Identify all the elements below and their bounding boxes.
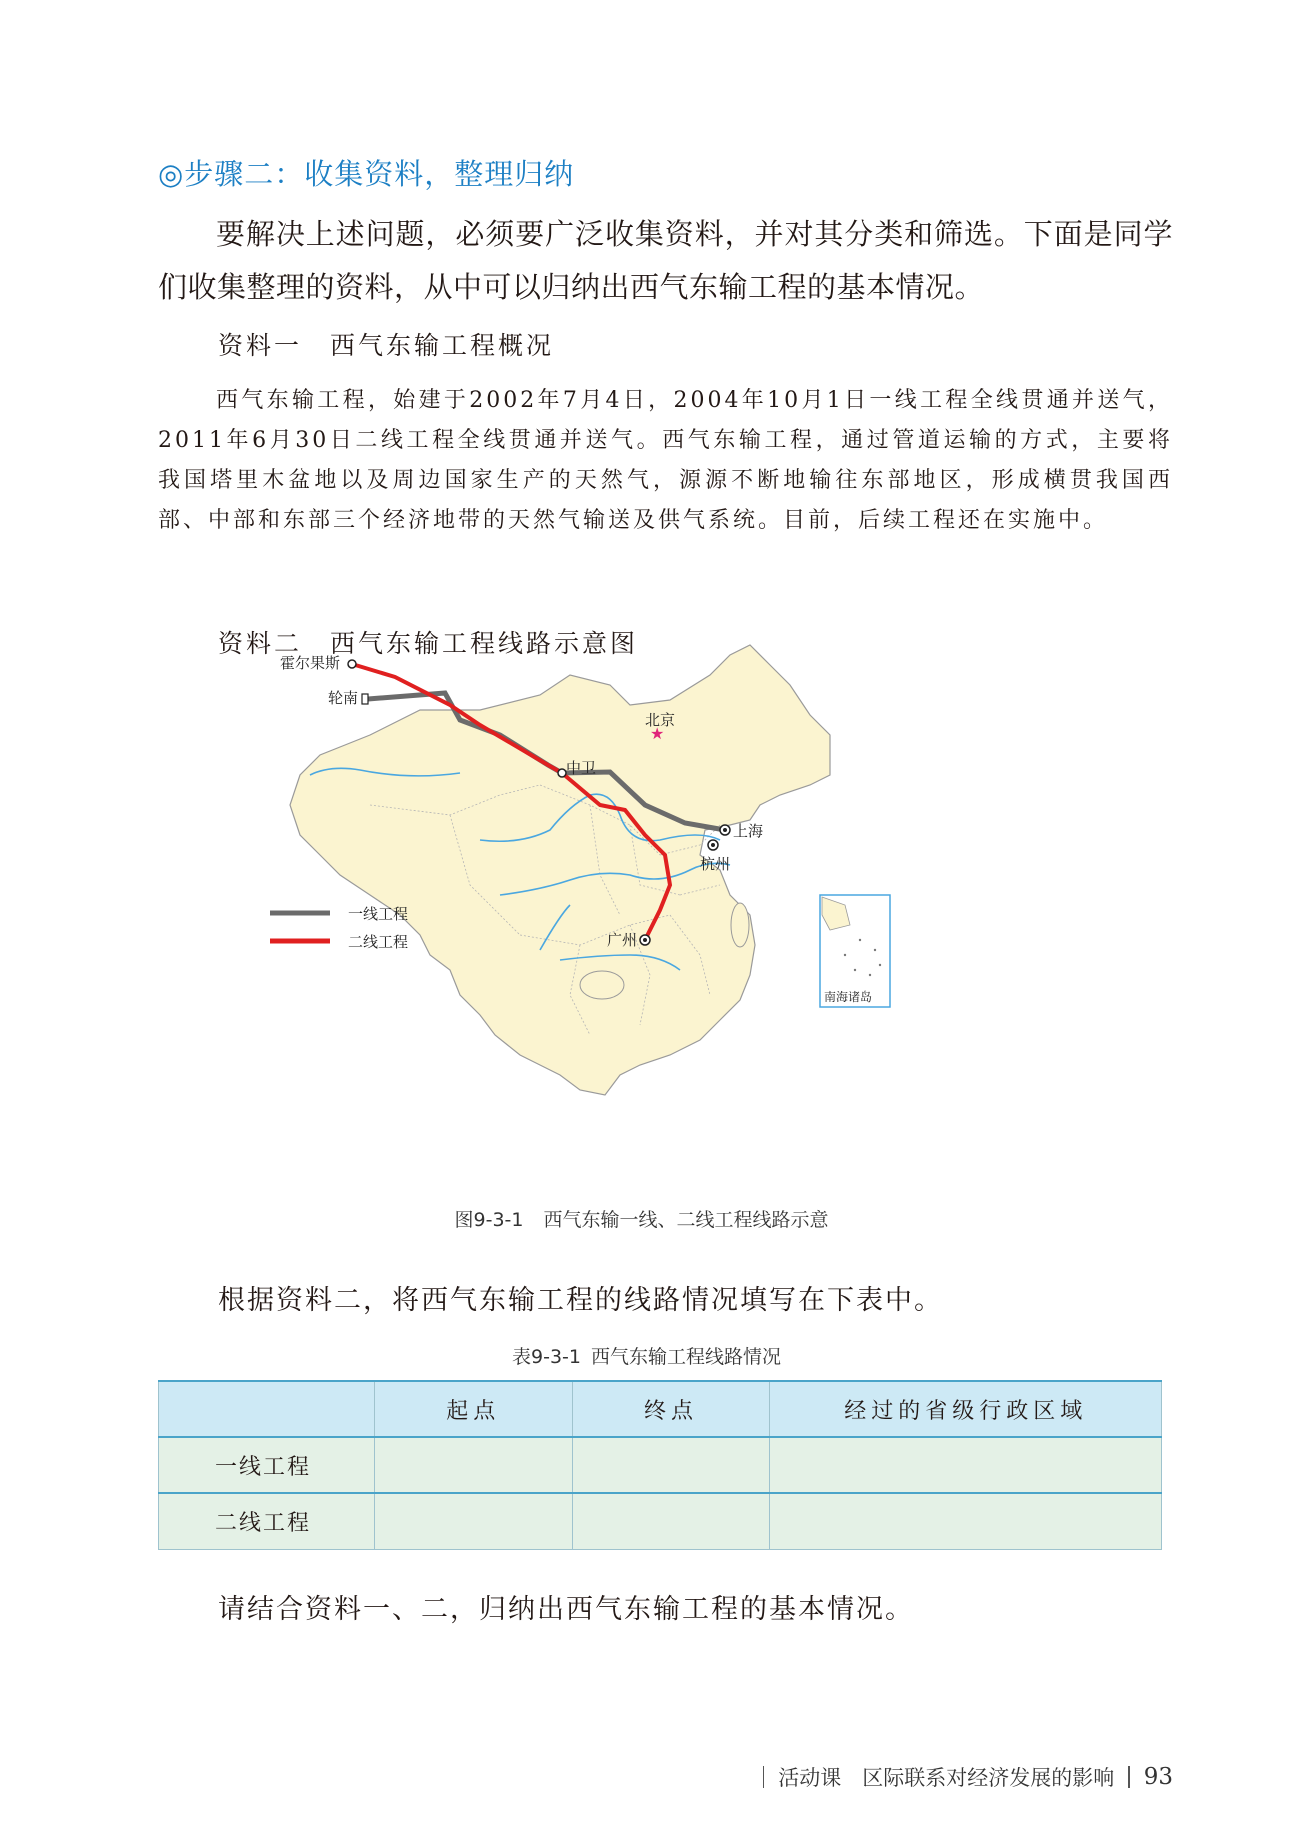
row-label-line-2: 二线工程 — [159, 1493, 375, 1549]
label-south-sea-islands: 南海诸岛 — [824, 990, 873, 1004]
map-caption-text: 西气东输一线、二线工程线路示意 — [543, 1209, 829, 1231]
label-zhongwei: 中卫 — [566, 759, 597, 777]
legend-line-2-label: 二线工程 — [348, 933, 409, 951]
cell-line-2-end[interactable] — [572, 1493, 770, 1549]
label-horgos: 霍尔果斯 — [280, 654, 341, 672]
cell-line-2-provinces[interactable] — [770, 1493, 1162, 1549]
hainan-island — [580, 971, 624, 999]
map-caption — [0, 1205, 1303, 1232]
cell-line-1-end[interactable] — [572, 1437, 770, 1493]
legend-line-1-label: 一线工程 — [348, 905, 409, 923]
page-number: 93 — [1143, 1764, 1173, 1790]
shanghai-node-inner — [723, 828, 727, 832]
table-row — [159, 1437, 1162, 1493]
label-hangzhou: 杭州 — [700, 855, 731, 873]
footer-divider-right — [1128, 1766, 1130, 1788]
cell-line-1-provinces[interactable] — [770, 1437, 1162, 1493]
table-header-provinces: 经过的省级行政区域 — [770, 1381, 1162, 1437]
table-header-empty — [159, 1381, 375, 1437]
label-shanghai: 上海 — [733, 822, 764, 840]
pipeline-route-table — [158, 1380, 1162, 1550]
cell-line-1-start[interactable] — [374, 1437, 572, 1493]
material-1-body: 西气东输工程，始建于2002年7月4日，2004年10月1日一线工程全线贯通并送气，2011年6月30日二线工程全线贯通并送气。西气东输工程，通过管道运输的方式，主要将我国塔里木盆地以及周边国家生产的天然气，源源不断地输往东部地区，形成横贯我国西部、中部和东部三个经济地带的天然气输送及供气系统。目前，后续工程还在实施中。 — [158, 388, 1173, 533]
table-caption — [0, 1342, 1303, 1369]
table-caption-number: 表9-3-1 — [512, 1346, 581, 1368]
step-title: ◎步骤二：收集资料，整理归纳 — [158, 157, 575, 191]
table-row — [159, 1493, 1162, 1549]
table-header-end: 终点 — [572, 1381, 770, 1437]
hangzhou-node-inner — [711, 843, 715, 847]
beijing-star-icon: ★ — [650, 724, 665, 743]
material-2-heading: 资料二 西气东输工程线路示意图 — [218, 629, 639, 658]
table-caption-text: 西气东输工程线路情况 — [590, 1346, 781, 1368]
label-guangzhou: 广州 — [607, 931, 638, 949]
china-landmass — [290, 645, 830, 1095]
label-lunnan: 轮南 — [328, 689, 359, 707]
page-footer — [763, 1762, 1173, 1792]
label-beijing: 北京 — [645, 711, 676, 729]
summary-prompt: 请结合资料一、二，归纳出西气东输工程的基本情况。 — [218, 1594, 914, 1625]
table-header-row — [159, 1381, 1162, 1437]
south-sea-inset — [820, 895, 890, 1007]
table-instruction: 根据资料二，将西气东输工程的线路情况填写在下表中。 — [218, 1285, 943, 1316]
material-1-heading: 资料一 西气东输工程概况 — [218, 331, 555, 360]
guangzhou-node-inner — [643, 938, 647, 942]
cell-line-2-start[interactable] — [374, 1493, 572, 1549]
horgos-node — [348, 660, 356, 668]
row-label-line-1: 一线工程 — [159, 1437, 375, 1493]
pipeline-route-map — [280, 654, 1060, 1185]
map-caption-number: 图9-3-1 — [454, 1209, 524, 1231]
taiwan-island — [731, 903, 749, 947]
footer-lesson-title: 活动课 区际联系对经济发展的影响 — [778, 1766, 1115, 1790]
intro-paragraph: 要解决上述问题，必须要广泛收集资料，并对其分类和筛选。下面是同学们收集整理的资料，从中可以归纳出西气东输工程的基本情况。 — [158, 217, 1173, 304]
table-header-start: 起点 — [374, 1381, 572, 1437]
footer-divider-left — [763, 1766, 765, 1788]
lunnan-node — [362, 694, 368, 704]
zhongwei-node — [558, 769, 566, 777]
